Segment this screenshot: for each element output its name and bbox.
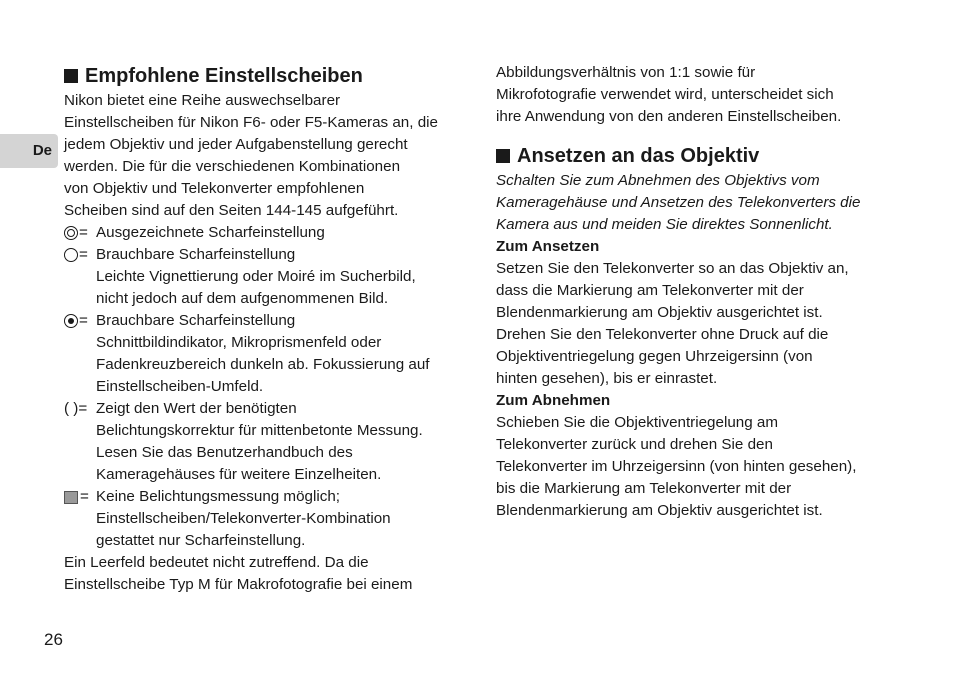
legend-item: = Ausgezeichnete Scharfeinstellung [64, 222, 464, 244]
detach-paragraph: Schieben Sie die Objektiventriegelung am Telekonverter zurück und drehen Sie den Telekonverter im Uhrzeigersinn (von hinten gesehen), bis die Markierung am Telekonverter mit der Blendenmarkierung am Objektiv ausgerichtet ist. [496, 414, 857, 519]
legend-item: = Brauchbare Scharfeinstellung [64, 310, 464, 332]
circle-icon [64, 248, 78, 262]
double-circle-icon [64, 226, 78, 240]
outro-paragraph: Ein Leerfeld bedeutet nicht zutreffend. Da die Einstellscheibe Typ M für Makrofotografie bei einem [64, 554, 413, 593]
legend-list: = Ausgezeichnete Scharfeinstellung = Brauchbare Scharfeinstellung Leichte Vignettierung oder Moiré im Sucherbild, nicht jedoch auf dem aufgenommenen Bild. = Brauchbare Scharfeinstellung Schnittbildindikator, Mikroprismenfeld oder Fadenkreuzbereich dunkeln ab. Fokussierung auf Einstellscheiben-Umfeld. ( ) = Zeigt den Wert der benötigten Belichtungskorrektur für mittenbetonte Messung. Lesen Sie das Benutzerhandbuch des Kameragehäuses für weitere Einzelheiten. = Keine Belichtungsmessung möglich; Einstellscheiben/Telekonverter-Kombination gestattet nur Scharfeinstellung. [64, 222, 464, 552]
parentheses-icon: ( ) [64, 400, 79, 417]
language-tab: De [0, 134, 58, 168]
square-bullet-icon [496, 149, 510, 163]
subheading-detach: Zum Abnehmen [496, 392, 611, 409]
continued-paragraph: Abbildungsverhältnis von 1:1 sowie für Mikrofotografie verwendet wird, unterscheidet sich ihre Anwendung von den anderen Einstellscheiben. [496, 64, 842, 125]
legend-item: = Brauchbare Scharfeinstellung [64, 244, 464, 266]
right-column [496, 62, 896, 522]
legend-item: = Keine Belichtungsmessung möglich; [64, 486, 464, 508]
caution-note: Schalten Sie zum Abnehmen des Objektivs vom Kameragehäuse und Ansetzen des Telekonverters die Kamera aus und meiden Sie direktes Sonnenlicht. [496, 172, 861, 233]
intro-paragraph: Nikon bietet eine Reihe auswechselbarer Einstellscheiben für Nikon F6- oder F5-Kameras an, die jedem Objektiv und jeder Aufgabenstellung gerecht werden. Die für die verschiedenen Kombinationen von Objektiv und Telekonverter empfohlenen Scheiben sind auf den Seiten 144-145 aufgeführt. [64, 92, 438, 219]
page-number: 26 [44, 630, 63, 649]
left-column [64, 62, 464, 596]
legend-item: ( ) = Zeigt den Wert der benötigten [64, 398, 464, 420]
gray-square-icon [64, 491, 78, 504]
subheading-attach: Zum Ansetzen [496, 238, 600, 255]
square-bullet-icon [64, 69, 78, 83]
section-heading-attaching: Ansetzen an das Objektiv [496, 142, 896, 170]
dot-circle-icon [64, 314, 78, 328]
attach-paragraph: Setzen Sie den Telekonverter so an das Objektiv an, dass die Markierung am Telekonverter mit der Blendenmarkierung am Objektiv ausgerichtet ist. Drehen Sie den Telekonverter ohne Druck auf die Objektiventriegelung gegen Uhrzeigersinn (von hinten gesehen), bis er einrastet. [496, 260, 849, 387]
section-heading-focusing-screens: Empfohlene Einstellscheiben [64, 62, 464, 90]
